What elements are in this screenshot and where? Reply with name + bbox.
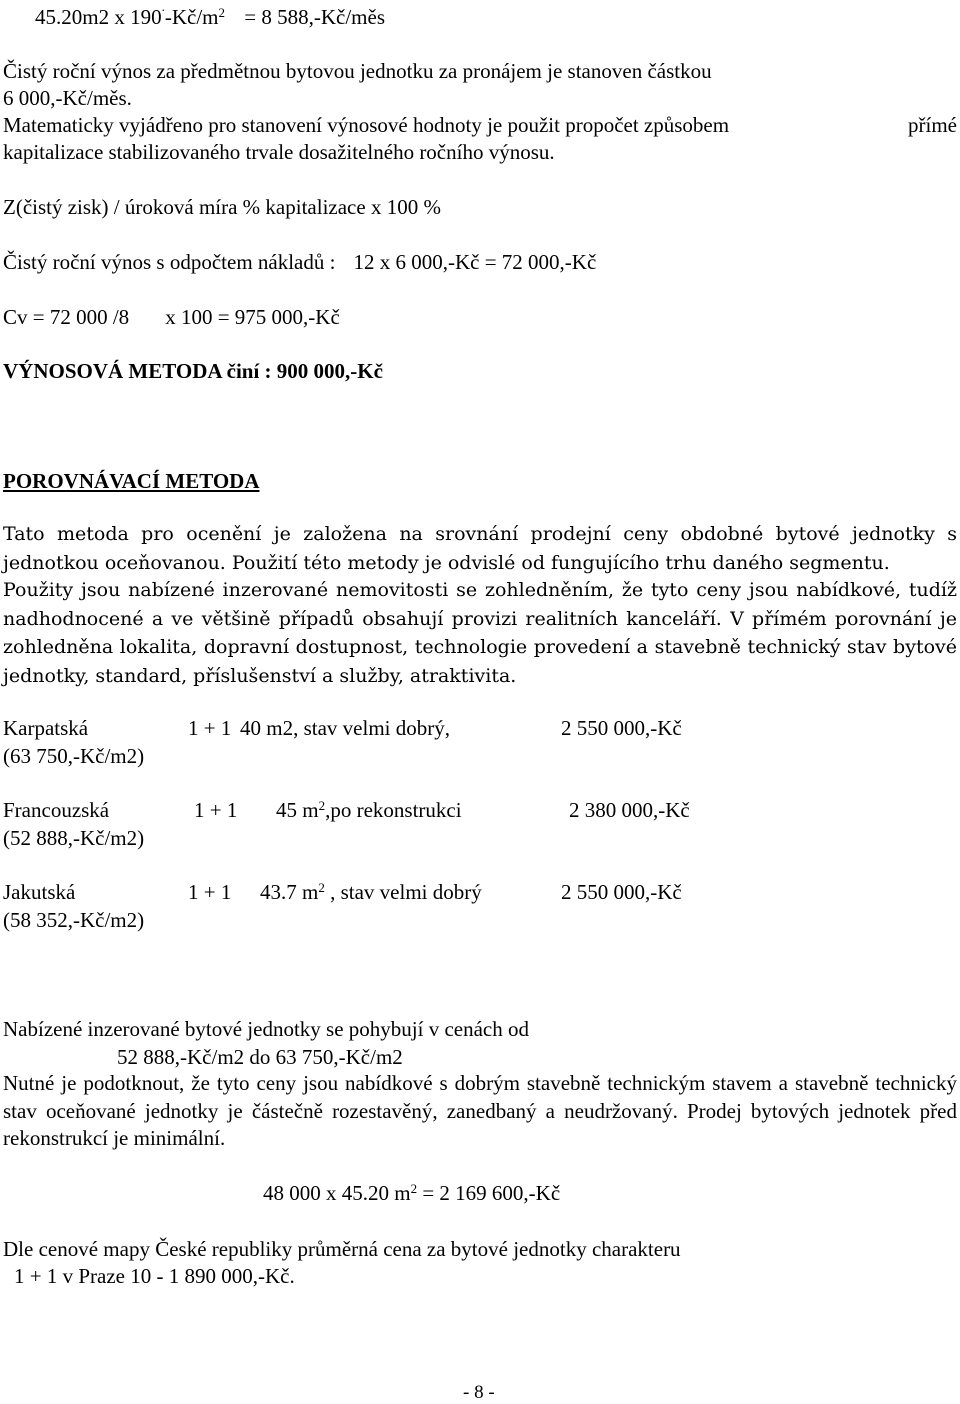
listing-description: 45 $m^2,po$ rekonstrukci — [276, 798, 462, 822]
intro-line-3: Matematicky vyjádřeno pro stanovení výnosové hodnoty je použit propočet způsobem přímé — [3, 113, 957, 137]
rent-calc-part1: 45.20m2 x 190 — [35, 5, 162, 29]
price-map-line-2: 1 + 1 v Praze 10 - 1 890 000,-Kč. — [14, 1264, 295, 1288]
income-method-result: VÝNOSOVÁ METODA činí : 900 000,-Kč — [3, 359, 383, 383]
capitalization-formula: Z(čistý zisk) / úroková míra % kapitalizace x 100 % — [3, 195, 441, 219]
listing-description: 43.7 $m^2$ , stav velmi dobrý — [260, 880, 482, 904]
listing-layout: 1 + 1 — [194, 798, 238, 822]
summary-paragraph: Nutné je podotknout, že tyto ceny jsou nabídkové s dobrým stavebně technickým stavem a stavebně technický stav oceňované jednotky je částečně rozestavěný, zanedbaný a neudržovaný. Prodej bytových jednotek před rekonstrukcí je minimální. — [3, 1071, 957, 1150]
intro-line-4: kapitalizace stabilizovaného trvale dosažitelného ročního výnosu. — [3, 140, 555, 164]
summary-line-1: Nabízené inzerované bytové jednotky se pohybují v cenách od — [3, 1017, 529, 1041]
summary-price-range: 52 888,-Kč/m2 do 63 750,-Kč/m2 — [117, 1045, 403, 1069]
rent-calc-result: = 8 588,-Kč/měs — [239, 5, 385, 29]
listing-street: Jakutská — [3, 880, 76, 904]
listing-street: Karpatská — [3, 716, 89, 740]
listing-price-per-m2: (63 750,-Kč/m2) — [3, 744, 145, 768]
listing-price: 2 550 000,-Kč — [561, 716, 682, 740]
listing-row — [3, 879, 682, 905]
listing-row — [3, 797, 690, 823]
listing-street: Francouzská — [3, 798, 110, 822]
price-map-line-1: Dle cenové mapy České republiky průměrná cena za bytové jednotky charakteru — [3, 1237, 681, 1261]
rent-calc-part2: -Kč/m — [164, 5, 219, 29]
page-number: - 8 - — [463, 1382, 495, 1403]
cv-calculation: Cv = 72 000 /8 x 100 = 975 000,-Kč — [3, 305, 340, 329]
rent-calc-sup: 2 — [218, 5, 225, 20]
listing-price-per-m2: (52 888,-Kč/m2) — [3, 826, 145, 850]
listing-description: 40 m2, stav velmi dobrý, — [240, 716, 450, 740]
listing-row — [3, 715, 682, 741]
comparison-paragraph-2: Použity jsou nabízené inzerované nemovitosti se zohledněním, že tyto ceny jsou nabídkové, tudíž nadhodnocené a ve většině případů obsahují provizi realitních kanceláří. V přímém porovnání je zohledněna lokalita, dopravní dostupnost, technologie provedení a stavebně technický stav bytové jednotky, standard, příslušenství a služby, atraktivita. — [3, 579, 957, 687]
listing-layout: 1 + 1 — [188, 880, 232, 904]
comparison-paragraph-1: Tato metoda pro ocenění je založena na srovnání prodejní ceny obdobné bytové jednotky s jednotkou oceňovanou. Použití této metody je odvislé od fungujícího trhu daného segmentu. — [3, 523, 957, 574]
comparison-method-heading: POROVNÁVACÍ METODA — [3, 469, 260, 493]
listing-price: 2 550 000,-Kč — [561, 880, 682, 904]
annual-yield-line: Čistý roční výnos s odpočtem nákladů : 12 x 6 000,-Kč = 72 000,-Kč — [3, 250, 597, 274]
comparison-result-calc: 48 000 x 45.20 $m^2 = 2$ 169 600,-Kč — [263, 1181, 561, 1205]
intro-line-1: Čistý roční výnos za předmětnou bytovou jednotku za pronájem je stanoven částkou — [3, 59, 712, 83]
listing-price: 2 380 000,-Kč — [569, 798, 690, 822]
rent-calculation: 45.20m2 x $190^.-Kč/m^2 = 8$ 588,-Kč/měs — [35, 0, 385, 29]
intro-line-2: 6 000,-Kč/měs. — [3, 86, 132, 110]
listing-layout: 1 + 1 — [188, 716, 232, 740]
listing-price-per-m2: (58 352,-Kč/m2) — [3, 908, 145, 932]
